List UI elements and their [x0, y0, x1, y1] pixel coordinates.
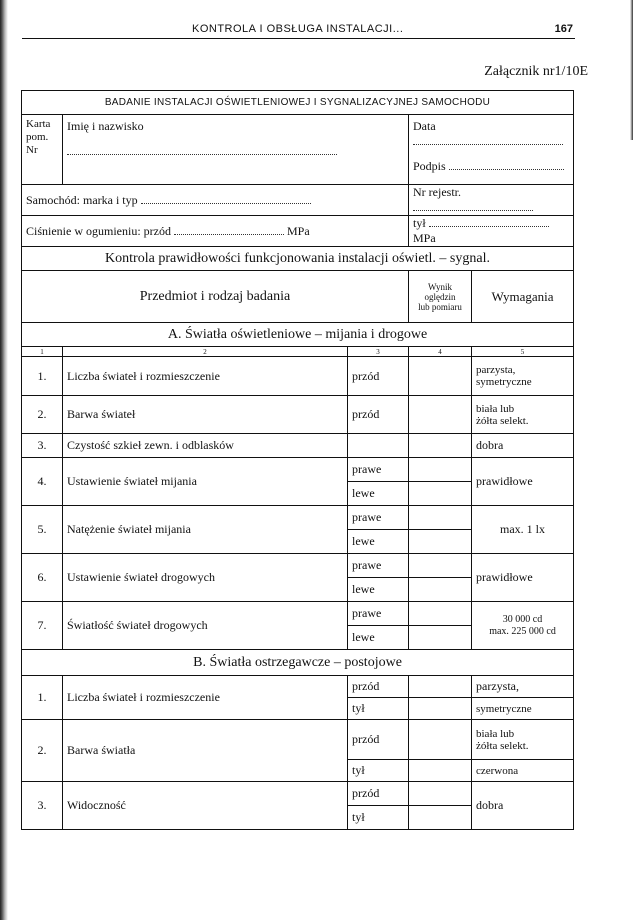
row-subject: Czystość szkieł zewn. i odblasków	[63, 434, 348, 458]
row-requirement	[472, 396, 574, 434]
subject-column-header: Przedmiot i rodzaj badania	[22, 271, 409, 323]
row-position: przód	[348, 676, 409, 698]
car-label: Samochód: marka i typ	[26, 192, 138, 207]
card-label-1: Karta	[26, 118, 51, 130]
col-number: 4	[409, 347, 472, 357]
result-cell[interactable]	[409, 760, 472, 782]
table-row	[22, 676, 574, 698]
req-line: biała lub	[476, 727, 515, 740]
pressure-row	[22, 216, 574, 247]
requirements-column-header: Wymagania	[472, 271, 574, 323]
reg-line[interactable]	[413, 210, 533, 211]
section-a-title: A. Światła oświetleniowe – mijania i drogowe	[22, 323, 574, 347]
row-subject: Liczba świateł i rozmieszczenie	[63, 676, 348, 720]
reg-label: Nr rejestr.	[413, 185, 461, 199]
result-cell[interactable]	[409, 396, 472, 434]
result-cell[interactable]	[409, 506, 472, 530]
row-position: przód	[348, 357, 409, 396]
result-column-header	[409, 271, 472, 323]
row-requirement: symetryczne	[472, 698, 574, 720]
row-requirement: prawidłowe	[472, 458, 574, 506]
rear-label: tył	[413, 216, 426, 230]
table-row	[22, 554, 574, 578]
result-cell[interactable]	[409, 782, 472, 806]
table-row	[22, 720, 574, 760]
row-subject: Barwa świateł	[63, 396, 348, 434]
row-number: 3.	[22, 782, 63, 830]
car-cell[interactable]	[22, 185, 409, 216]
table-row	[22, 506, 574, 530]
annex-label: Załącznik nr1/10E	[484, 64, 588, 79]
table-row	[22, 782, 574, 806]
row-number: 2.	[22, 720, 63, 782]
page-header	[22, 22, 575, 39]
result-cell[interactable]	[409, 602, 472, 626]
name-label: Imię i nazwisko	[67, 119, 144, 133]
row-subject: Liczba świateł i rozmieszczenie	[63, 357, 348, 396]
column-header-row	[22, 271, 574, 323]
scan-edge-left	[0, 0, 8, 920]
result-cell[interactable]	[409, 482, 472, 506]
row-number: 2.	[22, 396, 63, 434]
result-cell[interactable]	[409, 458, 472, 482]
row-requirement	[472, 357, 574, 396]
front-pressure-unit: MPa	[286, 223, 310, 238]
control-heading-row	[22, 247, 574, 271]
col-number: 5	[472, 347, 574, 357]
running-title: KONTROLA I OBSŁUGA INSTALACJI...	[192, 23, 404, 35]
reg-cell[interactable]	[409, 185, 574, 216]
table-row	[22, 434, 574, 458]
date-line[interactable]	[413, 144, 563, 145]
result-cell[interactable]	[409, 357, 472, 396]
section-a-title-row	[22, 323, 574, 347]
row-requirement: parzysta,	[472, 676, 574, 698]
table-row	[22, 396, 574, 434]
name-cell[interactable]	[63, 115, 409, 185]
row-subject: Natężenie świateł mijania	[63, 506, 348, 554]
col-number: 1	[22, 347, 63, 357]
section-b-title-row	[22, 650, 574, 676]
table-row	[22, 357, 574, 396]
col-number: 2	[63, 347, 348, 357]
row-number: 1.	[22, 357, 63, 396]
rear-pressure-line[interactable]	[429, 226, 549, 227]
table-row	[22, 458, 574, 482]
row-number: 6.	[22, 554, 63, 602]
result-cell[interactable]	[409, 720, 472, 760]
row-position: lewe	[348, 578, 409, 602]
row-position: przód	[348, 396, 409, 434]
result-cell[interactable]	[409, 626, 472, 650]
signature-label: Podpis	[413, 159, 446, 173]
row-position: tył	[348, 698, 409, 720]
row-number: 4.	[22, 458, 63, 506]
row-position: prawe	[348, 602, 409, 626]
result-cell[interactable]	[409, 578, 472, 602]
row-position: lewe	[348, 530, 409, 554]
result-cell[interactable]	[409, 530, 472, 554]
col-number: 3	[348, 347, 409, 357]
form-title: BADANIE INSTALACJI OŚWIETLENIOWEJ I SYGNALIZACYJNEJ SAMOCHODU	[22, 91, 574, 115]
row-subject: Światłość świateł drogowych	[63, 602, 348, 650]
row-position: lewe	[348, 626, 409, 650]
row-subject: Widoczność	[63, 782, 348, 830]
result-cell[interactable]	[409, 434, 472, 458]
row-number: 5.	[22, 506, 63, 554]
signature-line[interactable]	[449, 169, 564, 170]
result-cell[interactable]	[409, 698, 472, 720]
row-requirement: dobra	[472, 782, 574, 830]
name-line[interactable]	[67, 154, 337, 155]
section-b-title: B. Światła ostrzegawcze – postojowe	[22, 650, 574, 676]
row-position: przód	[348, 720, 409, 760]
req-line: max. 225 000 cd	[489, 625, 556, 637]
row-position: tył	[348, 806, 409, 830]
row-subject: Barwa światła	[63, 720, 348, 782]
result-header-3: lub pomiaru	[418, 301, 462, 312]
card-number-cell[interactable]	[22, 115, 63, 185]
req-line: biała lub	[476, 402, 515, 415]
row-subject: Ustawienie świateł drogowych	[63, 554, 348, 602]
row-number: 7.	[22, 602, 63, 650]
vehicle-row	[22, 185, 574, 216]
row-requirement: dobra	[472, 434, 574, 458]
result-cell[interactable]	[409, 676, 472, 698]
car-line[interactable]	[141, 203, 311, 204]
identity-row	[22, 115, 574, 185]
front-pressure-cell[interactable]	[22, 216, 409, 247]
form-title-row	[22, 91, 574, 115]
row-requirement: prawidłowe	[472, 554, 574, 602]
req-line: żółta selekt.	[476, 739, 529, 752]
row-position: lewe	[348, 482, 409, 506]
inspection-form	[21, 90, 574, 830]
date-signature-cell[interactable]	[409, 115, 574, 185]
result-header-1: Wynik	[428, 281, 452, 292]
row-number: 1.	[22, 676, 63, 720]
card-label-3: Nr	[26, 144, 38, 156]
row-position: przód	[348, 782, 409, 806]
page-number: 167	[554, 23, 573, 35]
req-line: 30 000 cd	[502, 613, 543, 625]
row-requirement: max. 1 lx	[472, 506, 574, 554]
rear-pressure-unit: MPa	[413, 231, 436, 245]
pressure-label: Ciśnienie w ogumieniu: przód	[26, 223, 171, 238]
result-cell[interactable]	[409, 806, 472, 830]
row-requirement	[472, 602, 574, 650]
result-header-2: oględzin	[424, 291, 456, 302]
req-line: żółta selekt.	[476, 414, 529, 427]
date-label: Data	[413, 119, 436, 133]
table-row	[22, 602, 574, 626]
front-pressure-line[interactable]	[174, 234, 284, 235]
control-heading: Kontrola prawidłowości funkcjonowania instalacji oświetl. – sygnal.	[22, 247, 574, 271]
req-line: parzysta,	[476, 364, 516, 376]
row-position: prawe	[348, 554, 409, 578]
row-number: 3.	[22, 434, 63, 458]
row-requirement: czerwona	[472, 760, 574, 782]
result-cell[interactable]	[409, 554, 472, 578]
row-position: tył	[348, 760, 409, 782]
row-position: prawe	[348, 458, 409, 482]
card-label-2: pom.	[26, 131, 49, 143]
rear-pressure-cell[interactable]	[409, 216, 574, 247]
req-line: symetryczne	[476, 376, 532, 388]
row-subject: Ustawienie świateł mijania	[63, 458, 348, 506]
row-position	[348, 434, 409, 458]
row-position: prawe	[348, 506, 409, 530]
row-requirement	[472, 720, 574, 760]
column-number-row	[22, 347, 574, 357]
